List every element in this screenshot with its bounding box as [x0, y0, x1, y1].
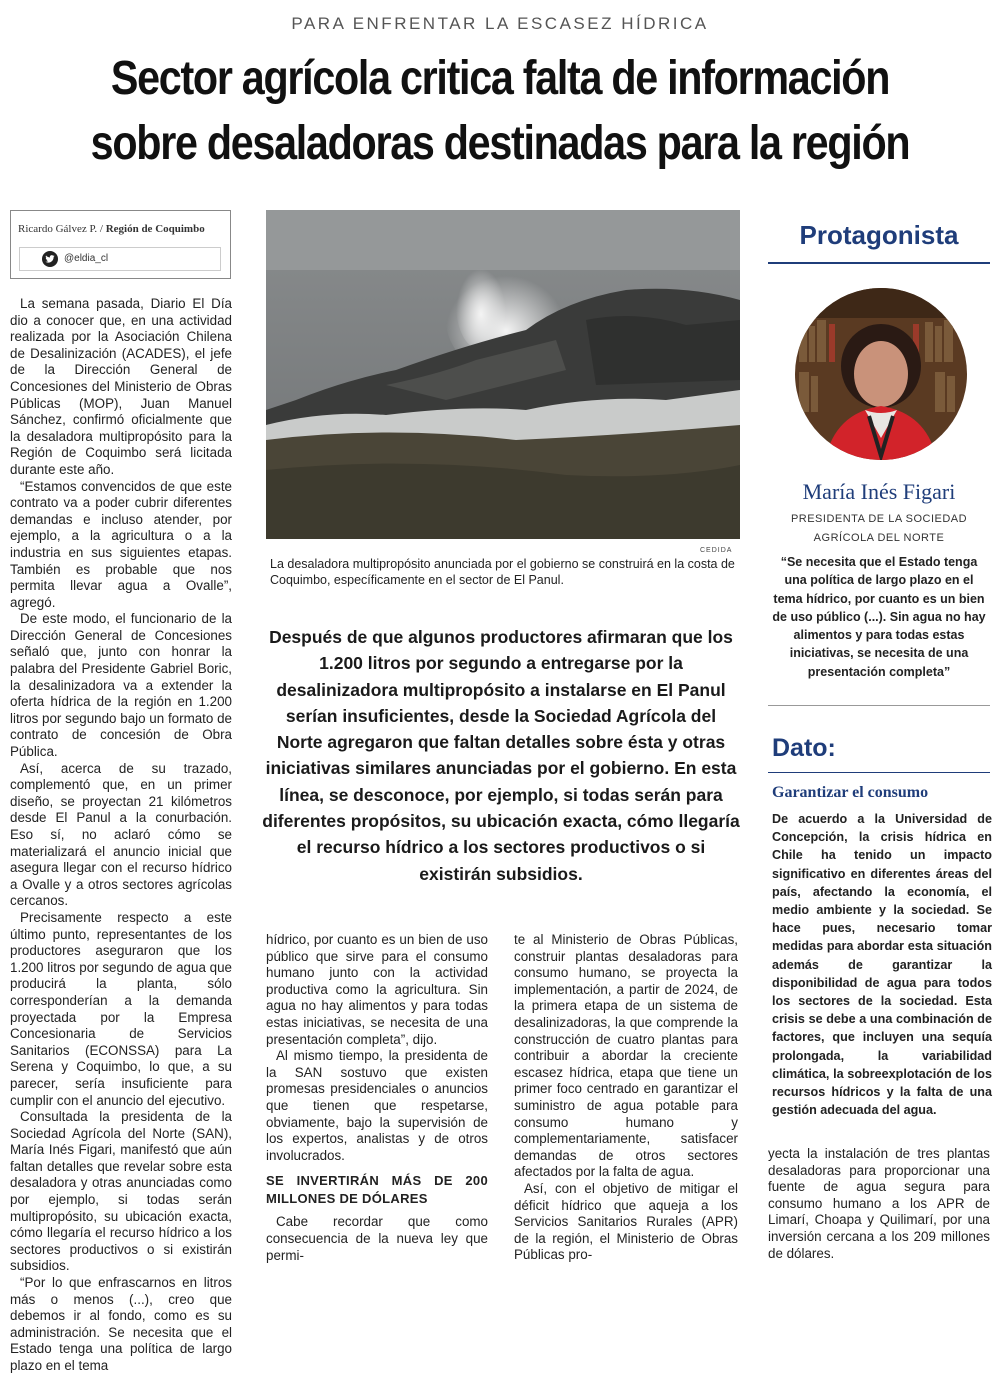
social-handle-row	[19, 247, 221, 271]
byline	[18, 223, 205, 235]
twitter-icon	[42, 251, 58, 267]
photo-caption-text: La desaladora multipropósito anunciada por el gobierno se construirá en la costa de Coquimbo, específicamente en el sector de El Panul.	[270, 557, 735, 587]
paragraph: Consultada la presidenta de la Sociedad Agrícola del Norte (SAN), María Inés Figari, manifestó que aún faltan detalles que revelar sobre esta desaladora y otras anunciadas como por ejemplo, si todas serán multipropósito, su ubicación exacta, cómo llegaría el recurso hídrico a los sectores productivos o si existirán subsidios.	[10, 1109, 232, 1274]
coast-photo	[266, 210, 740, 539]
pull-quote: Después de que algunos productores afirmaran que los 1.200 litros por segundo a entregarse por la desalinizadora multipropósito a instalarse en El Panul serían insuficientes, desde la Sociedad Agrícola del Norte agregaron que faltan detalles sobre ésta y otras iniciativas similares anunciadas por el gobierno. En esta línea, se desconoce, por ejemplo, si todas serán para diferentes propósitos, su ubicación exacta, cómo llegaría el recurso hídrico a los sectores productivos o si existirán subsidios.	[262, 627, 740, 884]
dato-body: De acuerdo a la Universidad de Concepción, la crisis hídrica en Chile ha tenido un impacto significativo en diferentes áreas del país, afectando la economía, el medio ambiente y la sociedad. Se hace pues, necesario tomar medidas para abordar esta situación además de garantizar la disponibilidad de agua para todos los sectores de la sociedad. Esta crisis se debe a una combinación de factores, que incluyen una sequía prolongada, la variabilidad climática, la sobreexplotación de los recursos hídricos y la falta de una gestión adecuada del agua.	[772, 812, 992, 1118]
divider	[768, 262, 990, 264]
photo-caption	[270, 556, 740, 588]
headline	[70, 46, 930, 176]
protagonista-quote: “Se necesita que el Estado tenga una política de largo plazo en el tema hídrico, por cuanto es un bien de uso público (...). Sin agua no hay alimentos y para todas estas iniciativas, se necesita de una presentación completa”	[772, 555, 986, 679]
portrait-photo	[795, 288, 967, 460]
byline-section: Región de Coquimbo	[105, 223, 205, 235]
kicker: PARA ENFRENTAR LA ESCASEZ HÍDRICA	[291, 14, 709, 33]
protagonista-name: María Inés Figari	[802, 479, 956, 504]
protagonista-title: Protagonista	[799, 220, 959, 250]
body-column-2	[266, 932, 488, 1264]
body-column-3	[514, 932, 738, 1264]
body-column-1	[10, 296, 232, 1375]
paragraph: Al mismo tiempo, la presidenta de la SAN sostuvo que existen promesas presidenciales o anuncios que tienen que respetarse, obviamente, bajo la supervisión de los expertos, analistas y de otros involucrados.	[266, 1048, 488, 1163]
paragraph: Precisamente respecto a este último punto, representantes de los productores aseguraron que los 1.200 litros por segundo de agua que producirá la planta, sólo corresponderían a la demanda proyectada por la Empresa Concesionaria de Servicios Sanitarios (ECONSSA) para La Serena y Coquimbo, lo que, a su parecer, sería insuficiente para cumplir con el anuncio del ejecutivo.	[10, 909, 232, 1108]
paragraph: Así, con el objetivo de mitigar el déficit hídrico que aqueja a los Servicios Sanitarios Rurales (APR) de la región, el Ministerio de Obras Públicas pro-	[514, 1180, 738, 1263]
section-subhead: SE INVERTIRÁN MÁS DE 200 MILLONES DE DÓLARES	[266, 1173, 488, 1207]
paragraph: yecta la instalación de tres plantas desaladoras para proporcionar una fuente de agua segura para consumo humano a los APR de Limarí, Choapa y Quilimarí, por una inversión cercana a los 209 millones de dólares.	[768, 1146, 990, 1261]
byline-author: Ricardo Gálvez P. /	[18, 223, 103, 235]
paragraph: “Estamos convencidos de que este contrato va a poder cubrir diferentes demandas e incluso atender, por ejemplo, a la agricultura o a la industria en sus siguientes etapas. También es probable que nos permita llevar agua a Ovalle”, agregó.	[10, 478, 232, 610]
paragraph: “Por lo que enfrascarnos en litros más o menos (...), creo que debemos ir al fondo, como es su administración. Se necesita que el Estado tenga una política de largo plazo en el tema	[10, 1275, 232, 1373]
headline-line-1: Sector agrícola critica falta de información	[110, 52, 890, 105]
protagonista-role: PRESIDENTA DE LA SOCIEDAD AGRÍCOLA DEL NORTE	[790, 513, 968, 544]
twitter-handle: @eldia_cl	[64, 253, 109, 264]
divider	[768, 705, 990, 706]
byline-box	[10, 210, 231, 279]
paragraph: te al Ministerio de Obras Públicas, construir plantas desaladoras para consumo humano, se proyecta la implementación, a partir de 2024, de la primera etapa de un sistema de desalinizadoras, la que comprende la construcción de cuatro plantas para contribuir a abordar la creciente escasez hídrica, etapa que tiene un primer foco centrado en garantizar el suministro de agua potable para consumo humano y complementariamente, satisfacer demandas de otros sectores afectados por la falta de agua.	[514, 932, 738, 1180]
divider	[768, 772, 990, 773]
paragraph: Así, acerca de su trazado, complementó que, en un primer diseño, se proyectan 21 kilómetros desde El Panul a la conurbación. Eso sí, no aclaró cómo se materializará el anuncio inicial que asegura llegar con el recurso hídrico a Ovalle y a otros sectores agrícolas cercanos.	[10, 760, 232, 909]
dato-title: Dato:	[772, 734, 836, 762]
paragraph: De este modo, el funcionario de la Dirección General de Concesiones señaló que, junto con honrar la palabra del Presidente Gabriel Boric, la desalinizadora va a extender la oferta hídrica de la región en 1.200 litros por segundo bajo un formato de contrato de concesión de Obra Pública.	[10, 611, 232, 760]
dato-subtitle: Garantizar el consumo	[772, 784, 929, 801]
photo-credit: CEDIDA	[700, 547, 733, 554]
paragraph: Cabe recordar que como consecuencia de la nueva ley que permi-	[266, 1214, 488, 1263]
paragraph: La semana pasada, Diario El Día dio a conocer que, en una actividad realizada por la Asociación Chilena de Desalinización (ACADES), el jefe de la Dirección General de Concesiones del Ministerio de Obras Públicas (MOP), Juan Manuel Sánchez, confirmó oficialmente que la desaladora multipropósito para la Región de Coquimbo será licitada durante este año.	[10, 296, 232, 477]
headline-line-2: sobre desaladoras destinadas para la región	[90, 117, 910, 170]
paragraph: hídrico, por cuanto es un bien de uso público que sirve para el consumo humano junto con la actividad productiva como la agricultura. Sin agua no hay alimentos y para todas estas iniciativas, se necesita de una presentación completa”, dijo.	[266, 932, 488, 1047]
body-column-4	[768, 1146, 990, 1262]
